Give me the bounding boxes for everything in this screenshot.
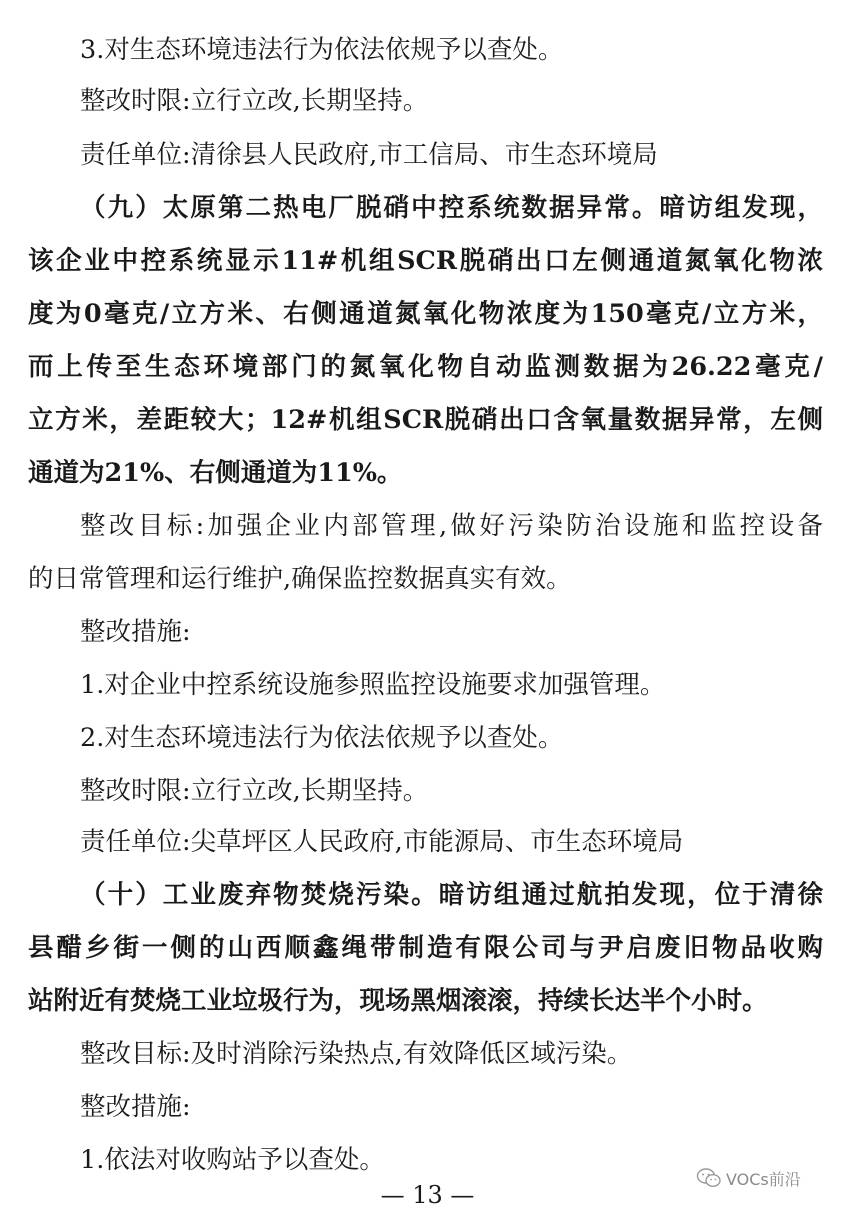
paragraph-line: 通道为21%、右侧通道为11%。: [28, 458, 403, 488]
paragraph-line: 3.对生态环境违法行为依法依规予以查处。: [80, 35, 564, 65]
paragraph-line: 整改目标:加强企业内部管理,做好污染防治设施和监控设备: [80, 511, 823, 541]
paragraph-line: 站附近有焚烧工业垃圾行为，现场黑烟滚滚，持续长达半个小时。: [28, 986, 768, 1016]
paragraph-line: 的日常管理和运行维护,确保监控数据真实有效。: [28, 564, 572, 594]
paragraph-line: 1.依法对收购站予以查处。: [80, 1145, 385, 1175]
paragraph-line: 而上传至生态环境部门的氮氧化物自动监测数据为26.22毫克/: [28, 352, 823, 382]
section-heading-line: （九）太原第二热电厂脱硝中控系统数据异常。暗访组发现，: [80, 193, 823, 223]
paragraph-line: 县醋乡街一侧的山西顺鑫绳带制造有限公司与尹启废旧物品收购: [28, 933, 823, 963]
paragraph-line: 整改措施:: [80, 617, 191, 647]
watermark-text: VOCs前沿: [726, 1169, 801, 1189]
section-heading-line: （十）工业废弃物焚烧污染。暗访组通过航拍发现，位于清徐: [80, 880, 823, 910]
page-number: — 13 —: [380, 1181, 475, 1209]
paragraph-line: 责任单位:尖草坪区人民政府,市能源局、市生态环境局: [80, 827, 684, 857]
paragraph-line: 2.对生态环境违法行为依法依规予以查处。: [80, 723, 564, 753]
paragraph-line: 度为0毫克/立方米、右侧通道氮氧化物浓度为150毫克/立方米，: [28, 299, 823, 329]
paragraph-line: 整改时限:立行立改,长期坚持。: [80, 776, 429, 806]
paragraph-line: 整改措施:: [80, 1092, 191, 1122]
paragraph-line: 立方米，差距较大；12#机组SCR脱硝出口含氧量数据异常，左侧: [28, 405, 823, 435]
paragraph-line: 整改时限:立行立改,长期坚持。: [80, 86, 429, 116]
paragraph-line: 1.对企业中控系统设施参照监控设施要求加强管理。: [80, 670, 666, 700]
paragraph-line: 该企业中控系统显示11#机组SCR脱硝出口左侧通道氮氧化物浓: [28, 246, 823, 276]
paragraph-line: 整改目标:及时消除污染热点,有效降低区域污染。: [80, 1039, 633, 1069]
paragraph-line: 责任单位:清徐县人民政府,市工信局、市生态环境局: [80, 140, 658, 170]
